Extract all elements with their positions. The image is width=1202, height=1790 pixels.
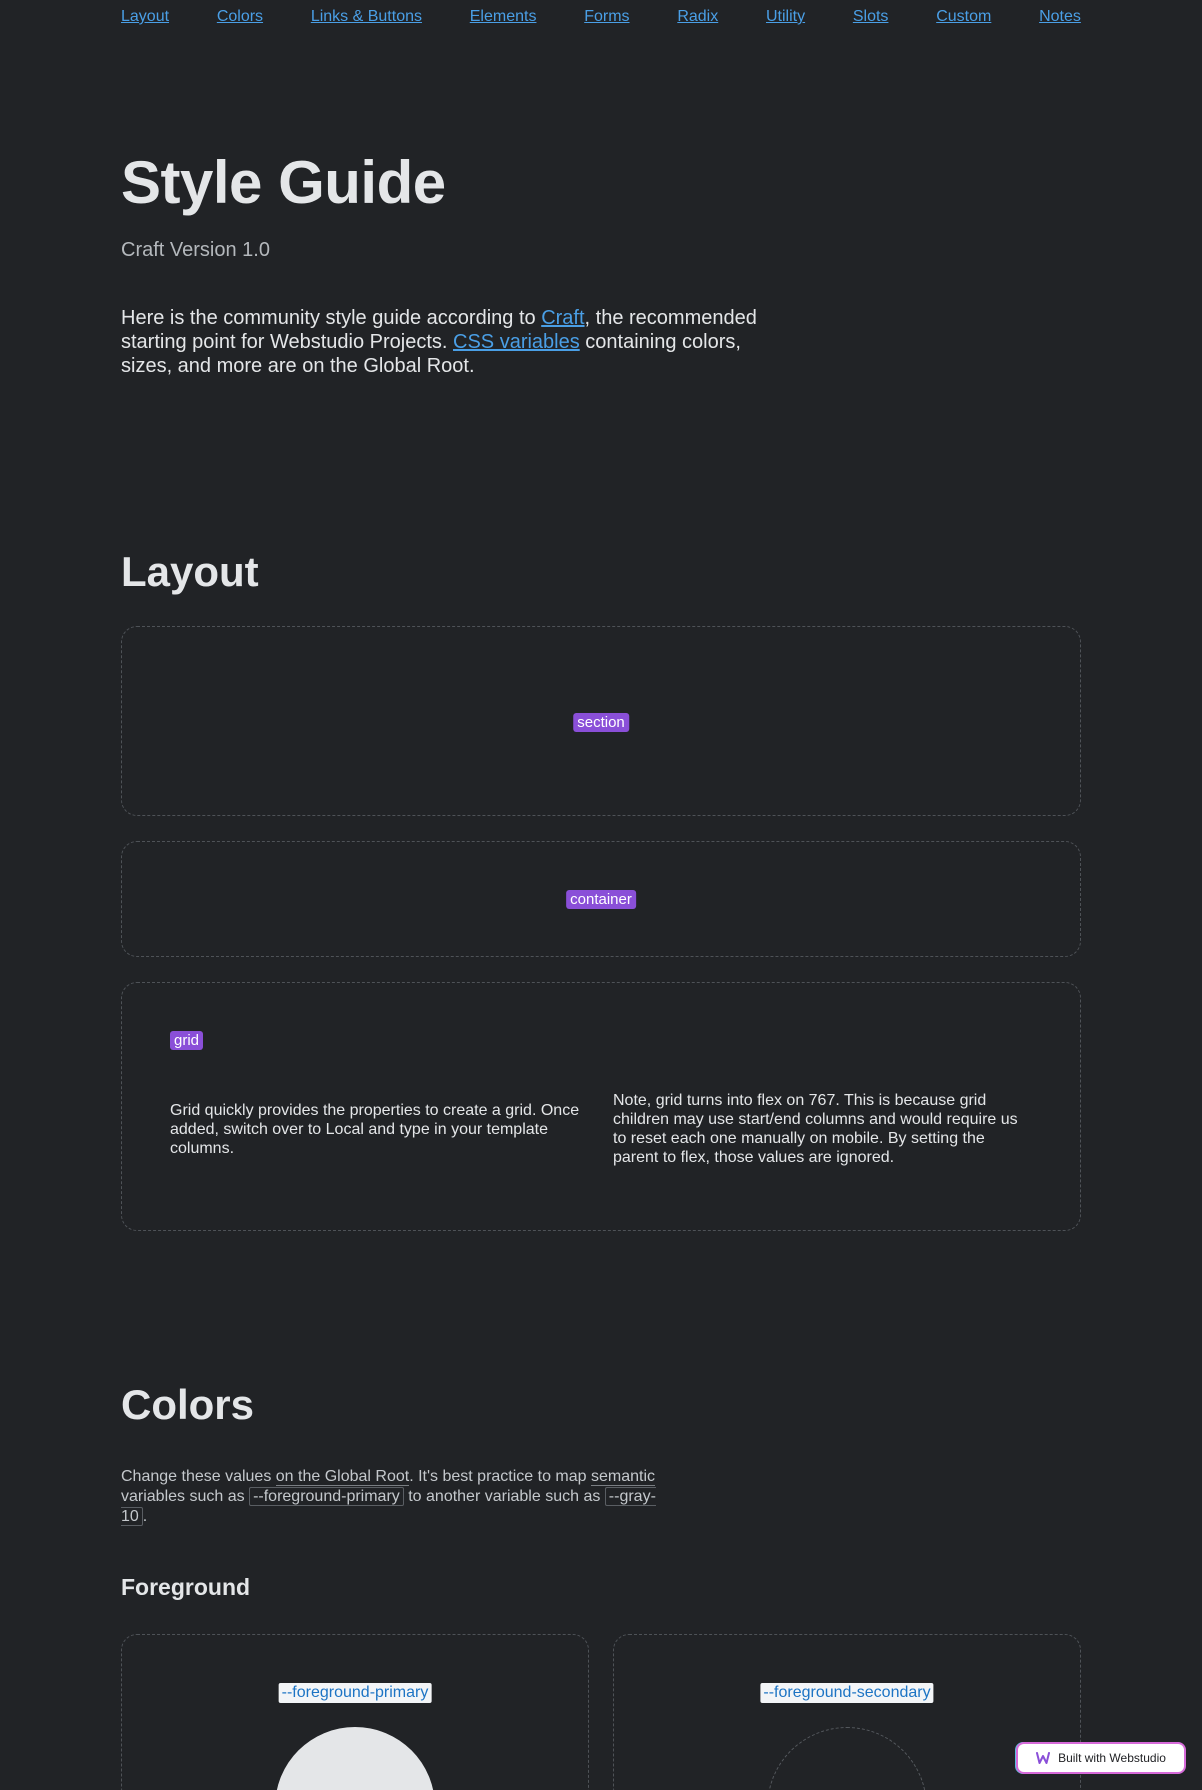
color-card-foreground-secondary — [613, 1634, 1081, 1790]
intro-text: containing colors, sizes, and more are on the Global Root. — [121, 331, 741, 377]
colors-intro-text: to another variable such as — [403, 1488, 605, 1505]
intro-text: , the recommended starting point for Webstudio Projects. — [121, 307, 757, 353]
craft-link[interactable]: Craft — [541, 307, 585, 329]
grid-demo-box — [121, 982, 1081, 1231]
section-tag: section — [573, 713, 629, 732]
nav-link-utility[interactable]: Utility — [765, 8, 806, 25]
nav-link-layout[interactable]: Layout — [121, 8, 170, 25]
badge-label: Built with Webstudio — [1058, 1751, 1166, 1765]
section-demo-box — [121, 626, 1081, 816]
colors-intro-text: . It's best practice to map — [409, 1468, 591, 1485]
css-variables-link[interactable]: CSS variables — [453, 331, 580, 353]
nav-link-elements[interactable]: Elements — [469, 8, 537, 25]
nav-link-forms[interactable]: Forms — [584, 8, 630, 25]
code-gray-10: --gray-10 — [121, 1488, 656, 1525]
colors-intro-text: Change these values — [121, 1468, 276, 1485]
color-variable-label: --foreground-secondary — [760, 1683, 933, 1703]
built-with-webstudio-badge[interactable] — [1016, 1742, 1186, 1774]
color-swatch — [767, 1727, 927, 1790]
colors-intro-paragraph — [121, 1467, 661, 1527]
nav-link-colors[interactable]: Colors — [216, 8, 264, 25]
page-title: Style Guide — [121, 149, 446, 216]
container-tag: container — [566, 890, 636, 909]
nav-link-links-buttons[interactable]: Links & Buttons — [310, 8, 422, 25]
nav-link-radix[interactable]: Radix — [677, 8, 719, 25]
color-card-foreground-primary — [121, 1634, 589, 1790]
grid-description-right: Note, grid turns into flex on 767. This is because grid children may use start/end columns and would require us to reset each one manually on mobile. By setting the parent to flex, those values are ignored. — [613, 1092, 1018, 1166]
version-subtitle: Craft Version 1.0 — [121, 239, 270, 261]
colors-intro-text: variables such as — [121, 1488, 250, 1505]
nav-link-custom[interactable]: Custom — [936, 8, 992, 25]
grid-tag: grid — [170, 1031, 203, 1050]
nav-link-notes[interactable]: Notes — [1039, 8, 1081, 25]
top-nav — [121, 8, 1081, 26]
colors-heading: Colors — [121, 1381, 255, 1428]
grid-description-left: Grid quickly provides the properties to create a grid. Once added, switch over to Local and type in your template columns. — [170, 1102, 580, 1157]
intro-paragraph — [121, 306, 781, 378]
layout-heading: Layout — [121, 548, 259, 595]
foreground-heading: Foreground — [121, 1574, 251, 1600]
color-swatch — [275, 1727, 435, 1790]
code-foreground-primary: --foreground-primary — [249, 1487, 404, 1506]
nav-link-slots[interactable]: Slots — [852, 8, 889, 25]
intro-text: Here is the community style guide according to — [121, 307, 542, 329]
color-variable-label: --foreground-primary — [279, 1683, 432, 1703]
colors-intro-text: . — [142, 1508, 148, 1525]
semantic-ref: semantic — [591, 1468, 656, 1485]
global-root-ref: on the Global Root — [275, 1468, 410, 1485]
webstudio-logo-icon — [1036, 1752, 1050, 1764]
container-demo-box — [121, 841, 1081, 957]
